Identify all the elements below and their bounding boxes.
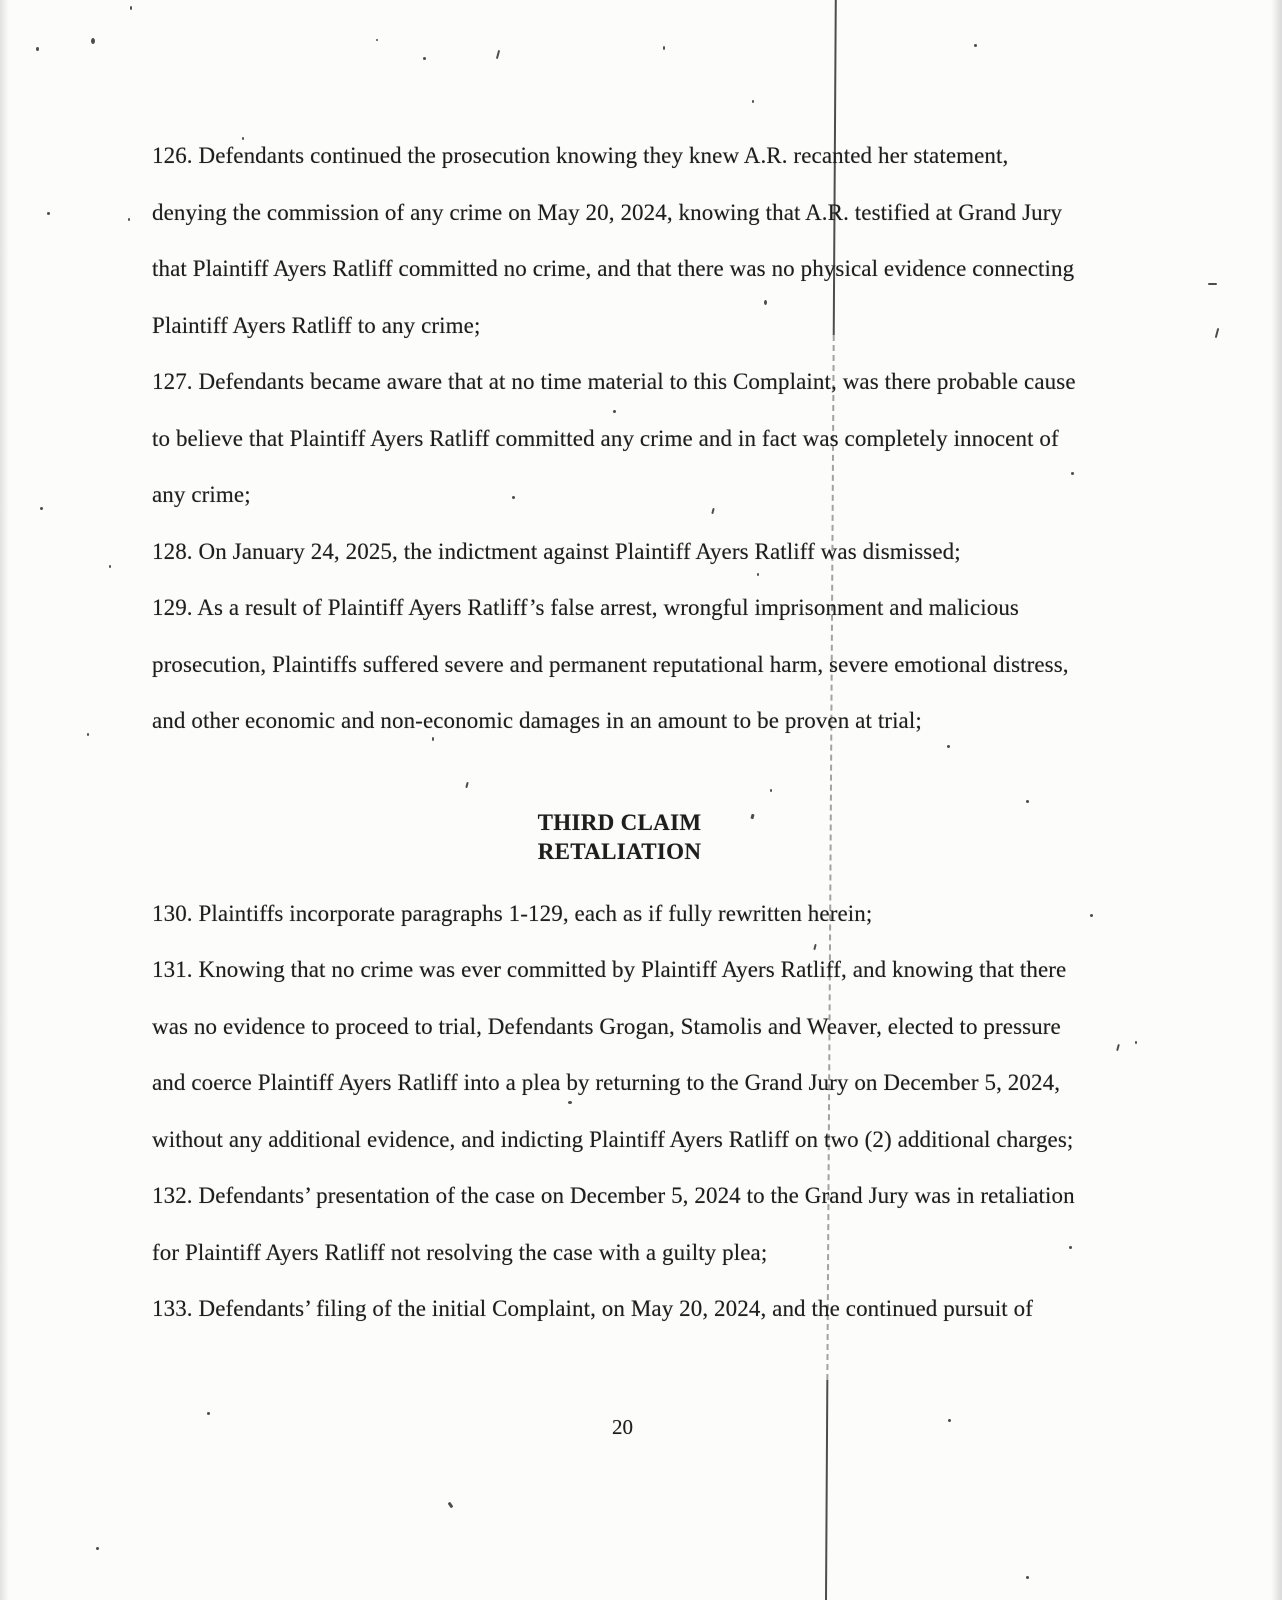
scan-speck — [96, 1547, 99, 1550]
scan-speck — [47, 212, 50, 215]
scan-edge-shadow-left — [0, 0, 9, 1600]
claim-heading-title: THIRD CLAIM — [537, 809, 702, 835]
paragraph-129: 129. As a result of Plaintiff Ayers Ratliff’s false arrest, wrongful imprisonment and malicious prosecution, Plaintiffs suffered severe and permanent reputational harm, severe emotional distress, and other economic and non-economic damages in an amount to be proven at trial; — [152, 595, 1069, 733]
scan-speck — [752, 100, 754, 103]
scan-speck — [91, 38, 95, 44]
paragraph-127: 127. Defendants became aware that at no time material to this Complaint, was there probable cause to believe that Plaintiff Ayers Ratliff committed any crime and in fact was completely innocent of any crime; — [152, 369, 1076, 507]
scan-speck — [40, 507, 43, 510]
scan-speck — [130, 6, 132, 10]
scan-speck — [764, 300, 767, 305]
scan-speck — [1026, 800, 1029, 803]
scan-speck — [1116, 1044, 1120, 1051]
scan-speck — [613, 410, 616, 413]
scan-speck — [948, 1419, 951, 1422]
scan-speck — [128, 218, 130, 221]
scan-speck — [1069, 1246, 1072, 1249]
page-number: 20 — [612, 1415, 633, 1439]
paragraph-131: 131. Knowing that no crime was ever committed by Plaintiff Ayers Ratliff, and knowing that there was no evidence to proceed to trial, Defendants Grogan, Stamolis and Weaver, elected to pressure and coerce Plaintiff Ayers Ratliff into a plea by returning to the Grand Jury on December 5, 2024, without any additional evidence, and indicting Plaintiff Ayers Ratliff on two (2) additional charges; — [152, 957, 1074, 1152]
paragraph-132: 132. Defendants’ presentation of the case on December 5, 2024 to the Grand Jury was in retaliation for Plaintiff Ayers Ratliff not resolving the case with a guilty plea; — [152, 1183, 1075, 1265]
scan-speck — [1135, 1041, 1137, 1044]
crease-segment-bottom — [825, 1380, 828, 1600]
paragraph-133: 133. Defendants’ filing of the initial Complaint, on May 20, 2024, and the continued pursuit of — [152, 1296, 1034, 1321]
scan-speck — [512, 496, 515, 499]
scan-speck — [663, 46, 665, 50]
scan-speck — [1090, 914, 1093, 917]
scan-speck — [448, 1502, 454, 1509]
scan-speck — [974, 44, 977, 47]
document-body — [152, 128, 1087, 1338]
scan-speck — [770, 789, 772, 792]
scan-speck — [376, 39, 378, 41]
scan-edge-shadow-right — [1271, 0, 1282, 1600]
scan-speck — [109, 565, 111, 568]
scan-speck — [496, 50, 500, 59]
scan-speck — [242, 137, 244, 140]
scan-speck — [1026, 1576, 1029, 1579]
scan-speck — [1071, 472, 1074, 475]
scan-speck — [87, 733, 89, 736]
scan-speck — [1208, 283, 1217, 285]
scan-speck — [568, 1101, 572, 1104]
scan-speck — [432, 737, 434, 741]
scan-speck — [423, 57, 426, 60]
retaliation-claim-body — [152, 886, 1087, 1338]
scan-speck — [207, 1412, 210, 1415]
scan-speck — [947, 745, 950, 748]
third-claim-heading — [152, 808, 1087, 866]
scan-speck — [757, 573, 759, 576]
paragraph-126: 126. Defendants continued the prosecution knowing they knew A.R. recanted her statement, denying the commission of any crime on May 20, 2024, knowing that A.R. testified at Grand Jury that Plaintiff Ayers Ratliff committed no crime, and that there was no physical evidence connecting Plaintiff Ayers Ratliff to any crime; — [152, 143, 1075, 338]
claim-heading-subtitle: RETALIATION — [537, 838, 702, 864]
scan-speck — [36, 47, 39, 51]
paragraph-128: 128. On January 24, 2025, the indictment against Plaintiff Ayers Ratliff was dismissed; — [152, 538, 961, 564]
paragraph-130: 130. Plaintiffs incorporate paragraphs 1-129, each as if fully rewritten herein; — [152, 900, 873, 926]
scan-speck — [1215, 328, 1220, 338]
